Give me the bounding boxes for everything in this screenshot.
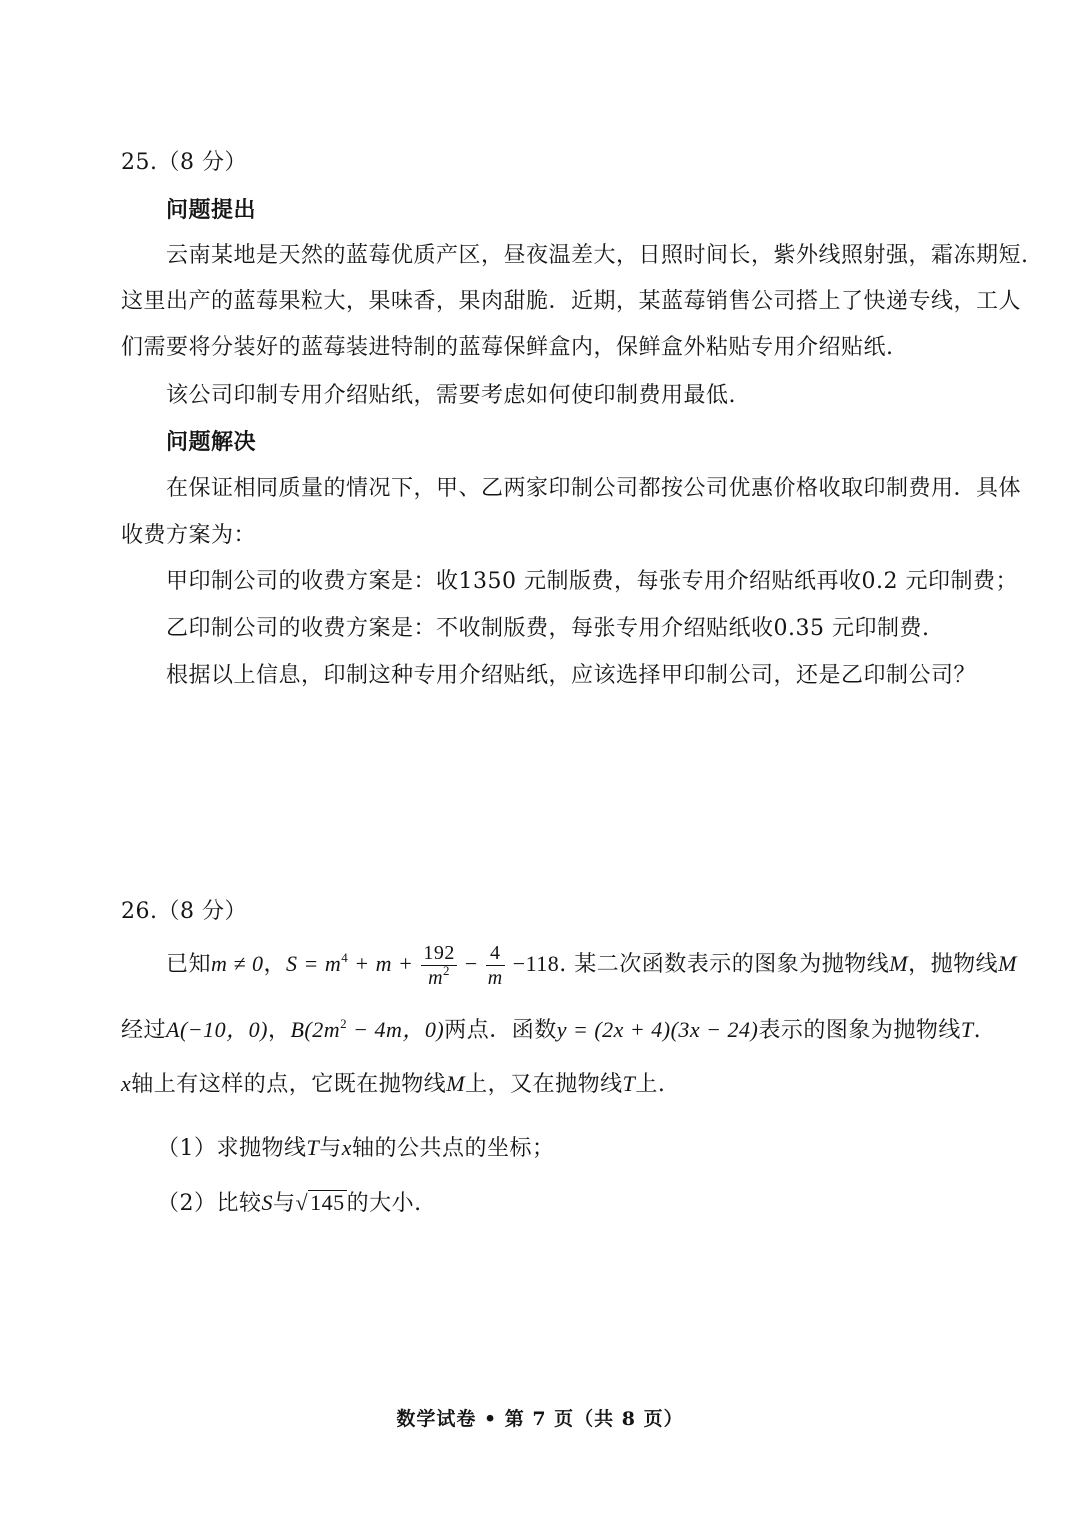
q26-m-not-zero: m ≠ 0 xyxy=(211,951,264,976)
q25-heading-problem: 问题提出 xyxy=(166,197,257,223)
q26-x-2: x xyxy=(341,1135,353,1160)
q26-l3-text-2: 上，又在抛物线 xyxy=(465,1072,623,1097)
q26-line-2 xyxy=(121,1015,981,1046)
q26-line-3 xyxy=(121,1069,665,1100)
q26-point-A: A(−10，0) xyxy=(166,1017,268,1042)
q26-frac2-num: 4 xyxy=(486,941,505,966)
q25-heading-solution: 问题解决 xyxy=(166,429,257,455)
q26-sqrt-value: 145 xyxy=(310,1190,345,1215)
q26-given-text: 已知 xyxy=(166,952,212,977)
q26-minus-118: −118 xyxy=(506,951,560,976)
q25-paragraph-3-line-2: 收费方案为： xyxy=(121,523,257,548)
q26-frac1-num: 192 xyxy=(423,942,455,965)
q26-frac1-den: m xyxy=(428,967,444,990)
q26-M-1: M xyxy=(889,951,909,976)
q26-T-2: T xyxy=(622,1071,636,1096)
q26-sub2-b: 与 xyxy=(273,1191,296,1216)
q25-paragraph-1-line-2: 这里出产的蓝莓果粒大，果味香，果肉甜脆．近期，某蓝莓销售公司搭上了快递专线，工人 xyxy=(121,289,1022,314)
q26-plus-m: + m + xyxy=(348,951,420,976)
q26-frac2-den: m xyxy=(487,967,503,990)
q26-number: 26.（8 分） xyxy=(121,899,247,924)
q26-comma: ， xyxy=(263,952,286,977)
q26-B-coords-a: (2m xyxy=(304,1017,341,1042)
q26-sub1-c: 轴的公共点的坐标； xyxy=(352,1136,555,1161)
q26-l3-text: 轴上有这样的点，它既在抛物线 xyxy=(131,1072,447,1097)
q25-paragraph-1-line-1: 云南某地是天然的蓝莓优质产区，昼夜温差大，日照时间长，紫外线照射强，霜冻期短. xyxy=(166,243,1029,268)
q26-period: . xyxy=(973,1018,982,1043)
q26-l2-text: 两点．函数 xyxy=(444,1018,557,1043)
q26-l2-text-2: 表示的图象为抛物线 xyxy=(758,1018,961,1043)
q25-number: 25.（8 分） xyxy=(121,150,247,175)
q26-comma-2: ， xyxy=(267,1018,291,1043)
q26-l1-text: . 某二次函数表示的图象为抛物线 xyxy=(559,952,890,977)
q26-T-1: T xyxy=(960,1017,974,1042)
q26-passes-text: 经过 xyxy=(121,1018,167,1043)
q26-sub2-c: 的大小. xyxy=(346,1191,422,1216)
q26-T-3: T xyxy=(306,1135,320,1160)
q26-sqrt-145: √145 xyxy=(295,1190,345,1215)
q26-M-2: M xyxy=(998,951,1017,976)
q26-sub-question-1 xyxy=(157,1133,555,1164)
q26-frac1-exp: 2 xyxy=(443,963,451,979)
q26-function-y: y = (2x + 4)(3x − 24) xyxy=(556,1017,759,1042)
q26-l1-text-2: ，抛物线 xyxy=(908,952,999,977)
q25-question: 根据以上信息，印制这种专用介绍贴纸，应该选择甲印制公司，还是乙印制公司？ xyxy=(166,663,977,688)
q26-sub1-a: （1）求抛物线 xyxy=(157,1136,307,1161)
q25-plan-yi: 乙印制公司的收费方案是：不收制版费，每张专用介绍贴纸收0.35 元印制费. xyxy=(166,616,930,641)
q26-B-exp: 2 xyxy=(340,1016,348,1031)
q26-S-eq: S = m xyxy=(286,951,342,976)
q26-point-B xyxy=(290,1017,444,1042)
q26-sub1-b: 与 xyxy=(319,1136,342,1161)
q26-sub-question-2 xyxy=(157,1188,422,1219)
q25-paragraph-3-line-1: 在保证相同质量的情况下，甲、乙两家印制公司都按公司优惠价格收取印制费用．具体 xyxy=(166,476,1022,501)
q26-exp-4: 4 xyxy=(341,950,349,965)
q26-M-3: M xyxy=(446,1071,466,1096)
q25-paragraph-1-line-3: 们需要将分装好的蓝莓装进特制的蓝莓保鲜盒内，保鲜盒外粘贴专用介绍贴纸. xyxy=(121,335,894,360)
q26-B-label: B xyxy=(290,1017,305,1042)
q26-l3-text-3: 上. xyxy=(635,1072,666,1097)
q26-minus: − xyxy=(458,951,484,976)
q25-paragraph-2: 该公司印制专用介绍贴纸，需要考虑如何使印制费用最低. xyxy=(166,383,736,408)
q26-S: S xyxy=(261,1190,273,1215)
q26-sub2-a: （2）比较 xyxy=(157,1191,262,1216)
q26-fraction-4 xyxy=(486,941,505,990)
q26-S-expression xyxy=(286,942,560,990)
q26-line-1 xyxy=(166,938,1017,991)
q25-plan-jia: 甲印制公司的收费方案是：收1350 元制版费，每张专用介绍贴纸再收0.2 元印制费； xyxy=(166,569,1018,594)
q26-B-coords-b: − 4m，0) xyxy=(347,1017,445,1042)
page-footer: 数学试卷 • 第 7 页（共 8 页） xyxy=(396,1408,684,1430)
q26-fraction-192 xyxy=(421,941,457,990)
q26-x-1: x xyxy=(121,1071,132,1096)
